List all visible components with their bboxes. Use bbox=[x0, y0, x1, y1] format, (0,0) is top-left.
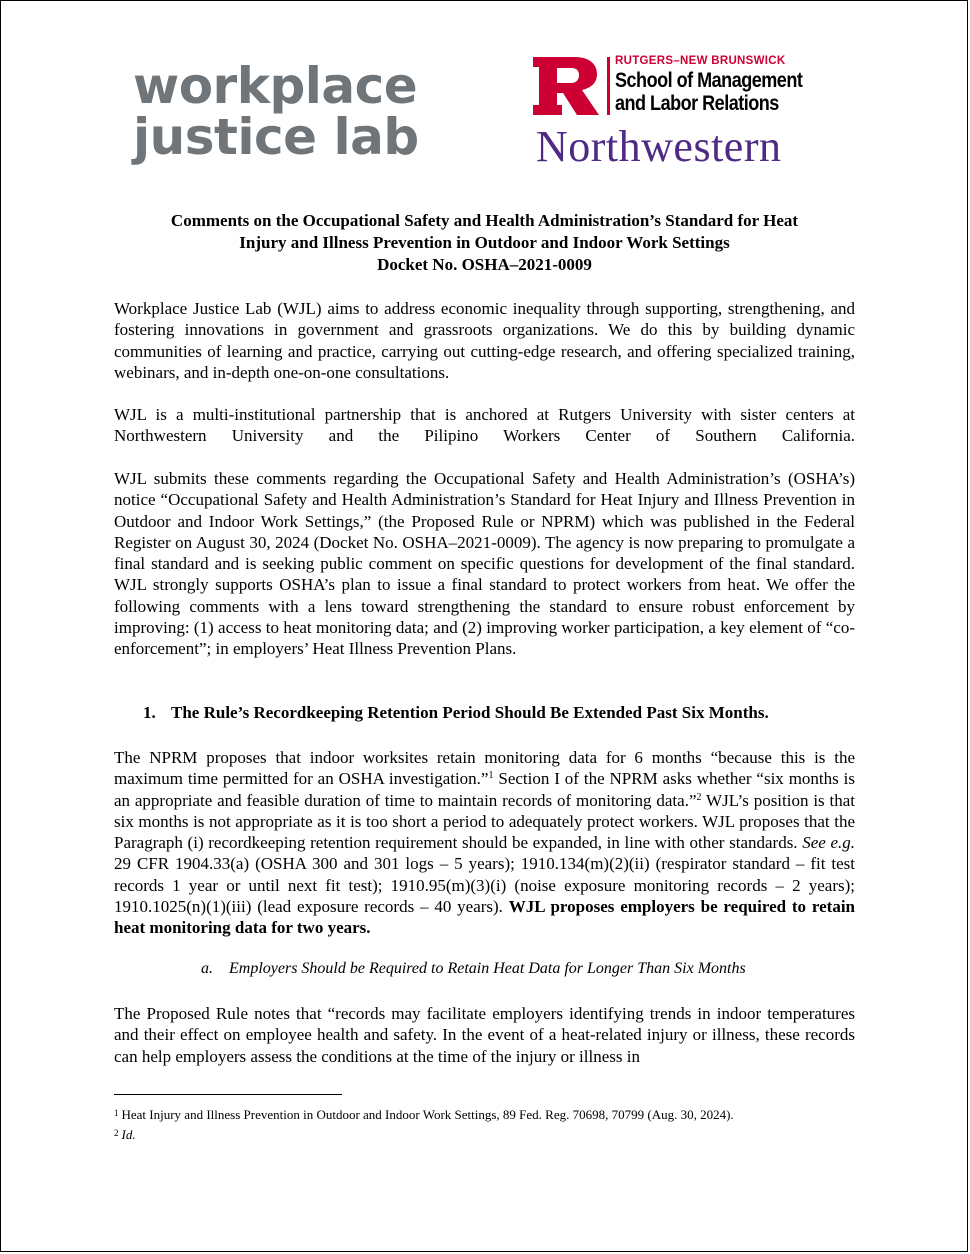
section-1-title: The Rule’s Recordkeeping Retention Period Should Be Extended Past Six Months. bbox=[171, 703, 769, 722]
footnote-2-mark: 2 bbox=[114, 1128, 119, 1138]
paragraph-recordkeeping bbox=[114, 747, 855, 939]
rutgers-r-icon bbox=[531, 57, 601, 115]
paragraph-proposed-rule-notes: The Proposed Rule notes that “records may facilitate employers identifying trends in indoor temperatures and their effect on employee health and safety. In the event of a heat-related injury or illness, these records can help employers assess the conditions at the time of the injury or illness in bbox=[114, 1004, 855, 1066]
paragraph-submission: WJL submits these comments regarding the Occupational Safety and Health Administration’s (OSHA’s) notice “Occupational Safety and Health Administration’s Standard for Heat Injury and Illness Prevention in Outdoor and Indoor Work Settings,” (the Proposed Rule or NPRM) which was published in the Federal Register on August 30, 2024 (Docket No. OSHA–2021-0009). The agency is now preparing to promulgate a final standard and is seeking public comment on specific questions for development of the final standard. WJL strongly supports OSHA’s plan to issue a final standard to protect workers from heat. We offer the following comments with a lens toward strengthening the standard to ensure robust enforcement by improving: (1) access to heat monitoring data; and (2) improving worker participation, a key element of “co-enforcement”; in employers’ Heat Illness Prevention Plans. bbox=[114, 469, 855, 659]
paragraph-partnership: WJL is a multi-institutional partnership that is anchored at Rutgers University with sister centers at Northwestern University and the Pilipino Workers Center of Southern California. bbox=[114, 405, 855, 446]
p4-text-2: Section I of the NPRM asks whether “six months is an appropriate and feasible duration of time to maintain records of monitoring data.” bbox=[114, 769, 855, 810]
rutgers-campus-label: RUTGERS–NEW BRUNSWICK bbox=[615, 55, 786, 67]
section-1-heading bbox=[143, 703, 769, 723]
footnote-1 bbox=[114, 1104, 734, 1124]
subsection-a-heading bbox=[201, 960, 746, 978]
title-docket: Docket No. OSHA–2021-0009 bbox=[377, 255, 592, 274]
northwestern-logo: Northwestern bbox=[536, 122, 782, 171]
footnote-2 bbox=[114, 1124, 734, 1144]
footnote-2-text: Id. bbox=[121, 1127, 136, 1142]
footnote-1-text: Heat Injury and Illness Prevention in Outdoor and Indoor Work Settings, 89 Fed. Reg. 70698, 70799 (Aug. 30, 2024). bbox=[121, 1107, 734, 1122]
rutgers-school-line1: School of Management bbox=[615, 69, 803, 92]
subsection-a-letter: a. bbox=[201, 960, 213, 977]
footnote-ref-2[interactable]: 2 bbox=[696, 791, 702, 803]
title-line2: Injury and Illness Prevention in Outdoor and Indoor Work Settings bbox=[239, 233, 730, 252]
footnotes bbox=[114, 1104, 734, 1144]
rutgers-school-line2: and Labor Relations bbox=[615, 92, 779, 115]
workplace-justice-lab-logo bbox=[133, 57, 419, 166]
paragraph-mission: Workplace Justice Lab (WJL) aims to address economic inequality through supporting, strengthening, and fostering innovations in government and grassroots organizations. We do this by building dynamic communities of learning and practice, carrying out cutting-edge research, and offering specialized training, webinars, and in-depth one-on-one consultations. bbox=[114, 299, 855, 382]
p4-text-1: The NPRM proposes that indoor worksites retain monitoring data for 6 months “because this is the maximum time permitted for an OSHA investigation.” bbox=[114, 748, 855, 789]
p4-text-3: WJL’s position is that six months is not appropriate as it is too short a period to adequately protect workers. WJL proposes that the Paragraph (i) recordkeeping retention requirement should be expanded, in line with other standards. bbox=[114, 790, 855, 853]
document-title bbox=[114, 210, 855, 276]
rutgers-divider bbox=[607, 57, 610, 115]
section-1-number: 1. bbox=[143, 703, 156, 722]
footnote-1-mark: 1 bbox=[114, 1108, 119, 1118]
p4-see-eg: See e.g. bbox=[802, 833, 855, 853]
p4-text-4: 29 CFR 1904.33(a) (OSHA 300 and 301 logs – 5 years); 1910.134(m)(2)(ii) (respirator standard – fit test records 1 year or until next fit test); 1910.95(m)(3)(i) (noise exposure monitoring records – 2 years); 1910.1025(n)(1)(iii) (lead exposure records – 40 years). bbox=[114, 854, 855, 917]
subsection-a-title: Employers Should be Required to Retain Heat Data for Longer Than Six Months bbox=[229, 960, 746, 977]
wjl-logo-line1: workplace bbox=[133, 57, 418, 115]
wjl-logo-line2: justice lab bbox=[133, 108, 419, 166]
p4-bold-proposal: WJL proposes employers be required to retain heat monitoring data for two years. bbox=[114, 897, 855, 938]
title-line1: Comments on the Occupational Safety and Health Administration’s Standard for Heat bbox=[170, 211, 799, 230]
footnote-ref-1[interactable]: 1 bbox=[488, 770, 494, 782]
footnote-divider bbox=[114, 1094, 342, 1095]
